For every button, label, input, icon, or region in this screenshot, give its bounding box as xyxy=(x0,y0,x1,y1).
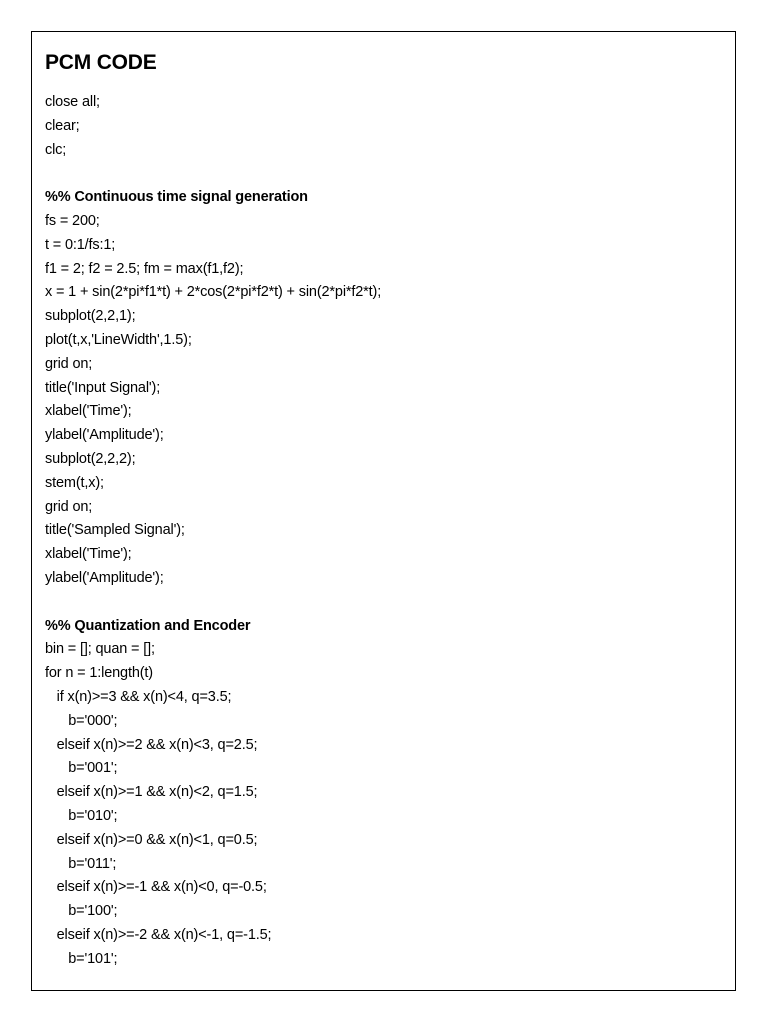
code-line: b='011'; xyxy=(45,855,117,872)
code-line: xlabel('Time'); xyxy=(45,546,132,563)
code-line: b='100'; xyxy=(45,903,118,920)
code-line: close all; xyxy=(45,94,100,110)
section-heading: %% Quantization and Encoder xyxy=(45,617,251,634)
code-line: b='000'; xyxy=(45,712,118,729)
code-line: elseif x(n)>=2 && x(n)<3, q=2.5; xyxy=(45,736,258,753)
code-line: elseif x(n)>=-2 && x(n)<-1, q=-1.5; xyxy=(45,926,272,943)
code-line: plot(t,x,'LineWidth',1.5); xyxy=(45,331,192,348)
code-line: t = 0:1/fs:1; xyxy=(45,236,116,253)
code-line: b='101'; xyxy=(45,950,118,967)
code-line: subplot(2,2,2); xyxy=(45,450,136,467)
code-line: x = 1 + sin(2*pi*f1*t) + 2*cos(2*pi*f2*t) + sin(2*pi*f2*t); xyxy=(45,284,382,301)
code-line: f1 = 2; f2 = 2.5; fm = max(f1,f2); xyxy=(45,260,244,277)
section-heading: %% Continuous time signal generation xyxy=(45,189,308,206)
code-line: title('Sampled Signal'); xyxy=(45,522,185,539)
code-line: grid on; xyxy=(45,355,93,372)
code-line: ylabel('Amplitude'); xyxy=(45,427,164,444)
code-line: elseif x(n)>=1 && x(n)<2, q=1.5; xyxy=(45,784,258,801)
code-block xyxy=(45,91,725,971)
code-line: for n = 1:length(t) xyxy=(45,665,153,682)
code-line: grid on; xyxy=(45,498,93,515)
code-line: title('Input Signal'); xyxy=(45,379,161,396)
code-line: clc; xyxy=(45,141,67,158)
document-frame xyxy=(31,31,736,991)
code-line: xlabel('Time'); xyxy=(45,403,132,420)
code-line: stem(t,x); xyxy=(45,474,104,491)
code-line: subplot(2,2,1); xyxy=(45,308,136,325)
code-line: b='001'; xyxy=(45,760,118,777)
code-line: clear; xyxy=(45,117,80,134)
code-line: bin = []; quan = []; xyxy=(45,641,155,658)
code-line: ylabel('Amplitude'); xyxy=(45,569,164,586)
code-line: if x(n)>=3 && x(n)<4, q=3.5; xyxy=(45,688,232,705)
code-line: elseif x(n)>=0 && x(n)<1, q=0.5; xyxy=(45,831,258,848)
document-title: PCM CODE xyxy=(45,51,157,74)
code-line: b='010'; xyxy=(45,807,118,824)
blank-line xyxy=(45,162,725,186)
code-line: fs = 200; xyxy=(45,212,100,229)
blank-line xyxy=(45,591,725,615)
code-line: elseif x(n)>=-1 && x(n)<0, q=-0.5; xyxy=(45,879,267,896)
